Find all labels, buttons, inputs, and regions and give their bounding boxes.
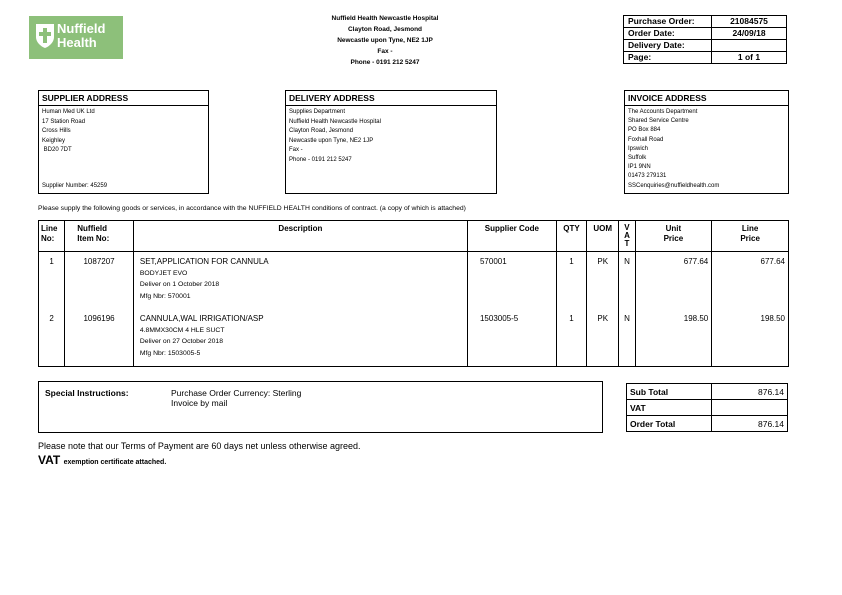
logo-text-line2: Health	[57, 35, 97, 50]
col-description: Description	[133, 221, 467, 252]
description-detail: BODYJET EVO	[139, 269, 188, 277]
unit-of-measure: PK	[587, 309, 619, 367]
address-line: Clayton Road, Jesmond	[289, 128, 354, 135]
hospital-line: Newcastle upon Tyne, NE2 1JP	[337, 37, 433, 44]
address-line: The Accounts Department	[628, 109, 698, 115]
address-line: Supplies Department	[289, 109, 346, 115]
col-vat: V A T	[619, 221, 635, 252]
delivery-date	[712, 40, 787, 52]
item-number: 1096196	[65, 309, 134, 367]
description-detail: 4.8MMX30CM 4 HLE SUCT	[139, 326, 225, 334]
vat-code: N	[619, 252, 635, 310]
page-number: 1 of 1	[712, 52, 787, 64]
delivery-address-box	[285, 90, 497, 194]
invoice-address-box	[624, 90, 789, 194]
col-uom: UOM	[587, 221, 619, 252]
order-total-label: Order Total	[627, 416, 712, 432]
shield-cross-icon	[35, 23, 55, 49]
special-instructions-box	[38, 381, 603, 433]
vat-code: N	[619, 309, 635, 367]
po-label: Delivery Date:	[624, 40, 712, 52]
order-total-value: 876.14	[712, 416, 788, 432]
line-price: 677.64	[712, 252, 789, 310]
order-date: 24/09/18	[712, 28, 787, 40]
po-label: Order Date:	[624, 28, 712, 40]
purchase-order-details	[623, 15, 787, 64]
item-description	[133, 309, 467, 367]
item-number: 1087207	[65, 252, 134, 310]
col-supplier-code: Supplier Code	[467, 221, 556, 252]
col-qty: QTY	[556, 221, 586, 252]
address-line: BD20 7DT	[42, 147, 72, 154]
unit-price: 198.50	[635, 309, 712, 367]
col-unit-price: Unit Price	[635, 221, 712, 252]
supplier-address-box	[38, 90, 209, 194]
table-header-row	[39, 221, 789, 252]
address-line: Cross Hills	[42, 128, 71, 135]
address-line: Keighley	[42, 137, 66, 144]
quantity: 1	[556, 309, 586, 367]
address-line: Suffolk	[628, 155, 647, 162]
address-line: Nuffield Health Newcastle Hospital	[289, 118, 381, 125]
payment-terms: Please note that our Terms of Payment are 60 days net unless otherwise agreed.	[38, 441, 361, 451]
address-line: 17 Station Road	[42, 118, 86, 125]
col-item-no: Nuffield Item No:	[65, 221, 134, 252]
address-line: Human Med UK Ltd	[42, 109, 95, 115]
delivery-note: Deliver on 27 October 2018	[139, 338, 223, 345]
invoice-method: Invoice by mail	[171, 398, 228, 408]
address-line: Foxhall Road	[628, 136, 664, 143]
mfg-number: Mfg Nbr: 1503005-5	[139, 349, 201, 357]
vat-exemption-note	[38, 453, 166, 467]
description-main: CANNULA,WAL IRRIGATION/ASP	[139, 314, 264, 323]
delivery-address-title: DELIVERY ADDRESS	[286, 91, 496, 106]
invoice-email: SSCenquiries@nuffieldhealth.com	[628, 182, 720, 189]
currency-note: Purchase Order Currency: Sterling	[171, 388, 302, 398]
address-line: Phone - 0191 212 5247	[289, 156, 352, 163]
supply-notice: Please supply the following goods or services, in accordance with the NUFFIELD HEALTH conditions of contract. (a copy of which is attached)	[38, 205, 466, 212]
delivery-note: Deliver on 1 October 2018	[139, 281, 220, 288]
line-number: 2	[39, 309, 65, 367]
logo-text-line1: Nuffield	[57, 21, 106, 36]
supplier-number: Supplier Number: 45259	[42, 183, 108, 190]
supplier-address-title: SUPPLIER ADDRESS	[39, 91, 208, 106]
description-main: SET,APPLICATION FOR CANNULA	[139, 257, 269, 266]
address-line: Newcastle upon Tyne, NE2 1JP	[289, 137, 374, 144]
subtotal-value: 876.14	[712, 384, 788, 400]
special-instructions-label: Special Instructions:	[45, 388, 129, 398]
address-line: IP1 9NN	[628, 164, 651, 171]
hospital-line: Nuffield Health Newcastle Hospital	[331, 15, 439, 22]
order-items-table	[38, 220, 789, 367]
vat-exemption-text: exemption certificate attached.	[63, 459, 167, 466]
unit-of-measure: PK	[587, 252, 619, 310]
quantity: 1	[556, 252, 586, 310]
item-description	[133, 252, 467, 310]
po-number: 21084575	[712, 16, 787, 28]
col-line-no: Line No:	[39, 221, 65, 252]
hospital-line: Clayton Road, Jesmond	[347, 26, 423, 33]
address-line: PO Box 884	[628, 127, 661, 134]
vat-label: VAT	[627, 400, 712, 416]
line-price: 198.50	[712, 309, 789, 367]
supplier-code: 1503005-5	[467, 309, 556, 367]
supplier-code: 570001	[467, 252, 556, 310]
table-row	[39, 309, 789, 367]
address-line: Fax -	[289, 147, 303, 154]
table-row	[39, 252, 789, 310]
invoice-address-title: INVOICE ADDRESS	[625, 91, 788, 106]
hospital-line: Phone - 0191 212 5247	[350, 59, 420, 66]
hospital-line: Fax -	[377, 48, 393, 55]
po-label: Page:	[624, 52, 712, 64]
col-line-price: Line Price	[712, 221, 789, 252]
line-number: 1	[39, 252, 65, 310]
mfg-number: Mfg Nbr: 570001	[139, 292, 191, 300]
address-line: Ipswich	[628, 145, 649, 152]
subtotal-label: Sub Total	[627, 384, 712, 400]
po-label: Purchase Order:	[624, 16, 712, 28]
vat-heading: VAT	[38, 453, 61, 467]
address-line: Shared Service Centre	[628, 118, 689, 125]
nuffield-health-logo	[29, 16, 123, 59]
order-totals	[626, 383, 788, 432]
hospital-address	[300, 13, 470, 68]
unit-price: 677.64	[635, 252, 712, 310]
vat-value	[712, 400, 788, 416]
address-line: 01473 279131	[628, 173, 667, 180]
